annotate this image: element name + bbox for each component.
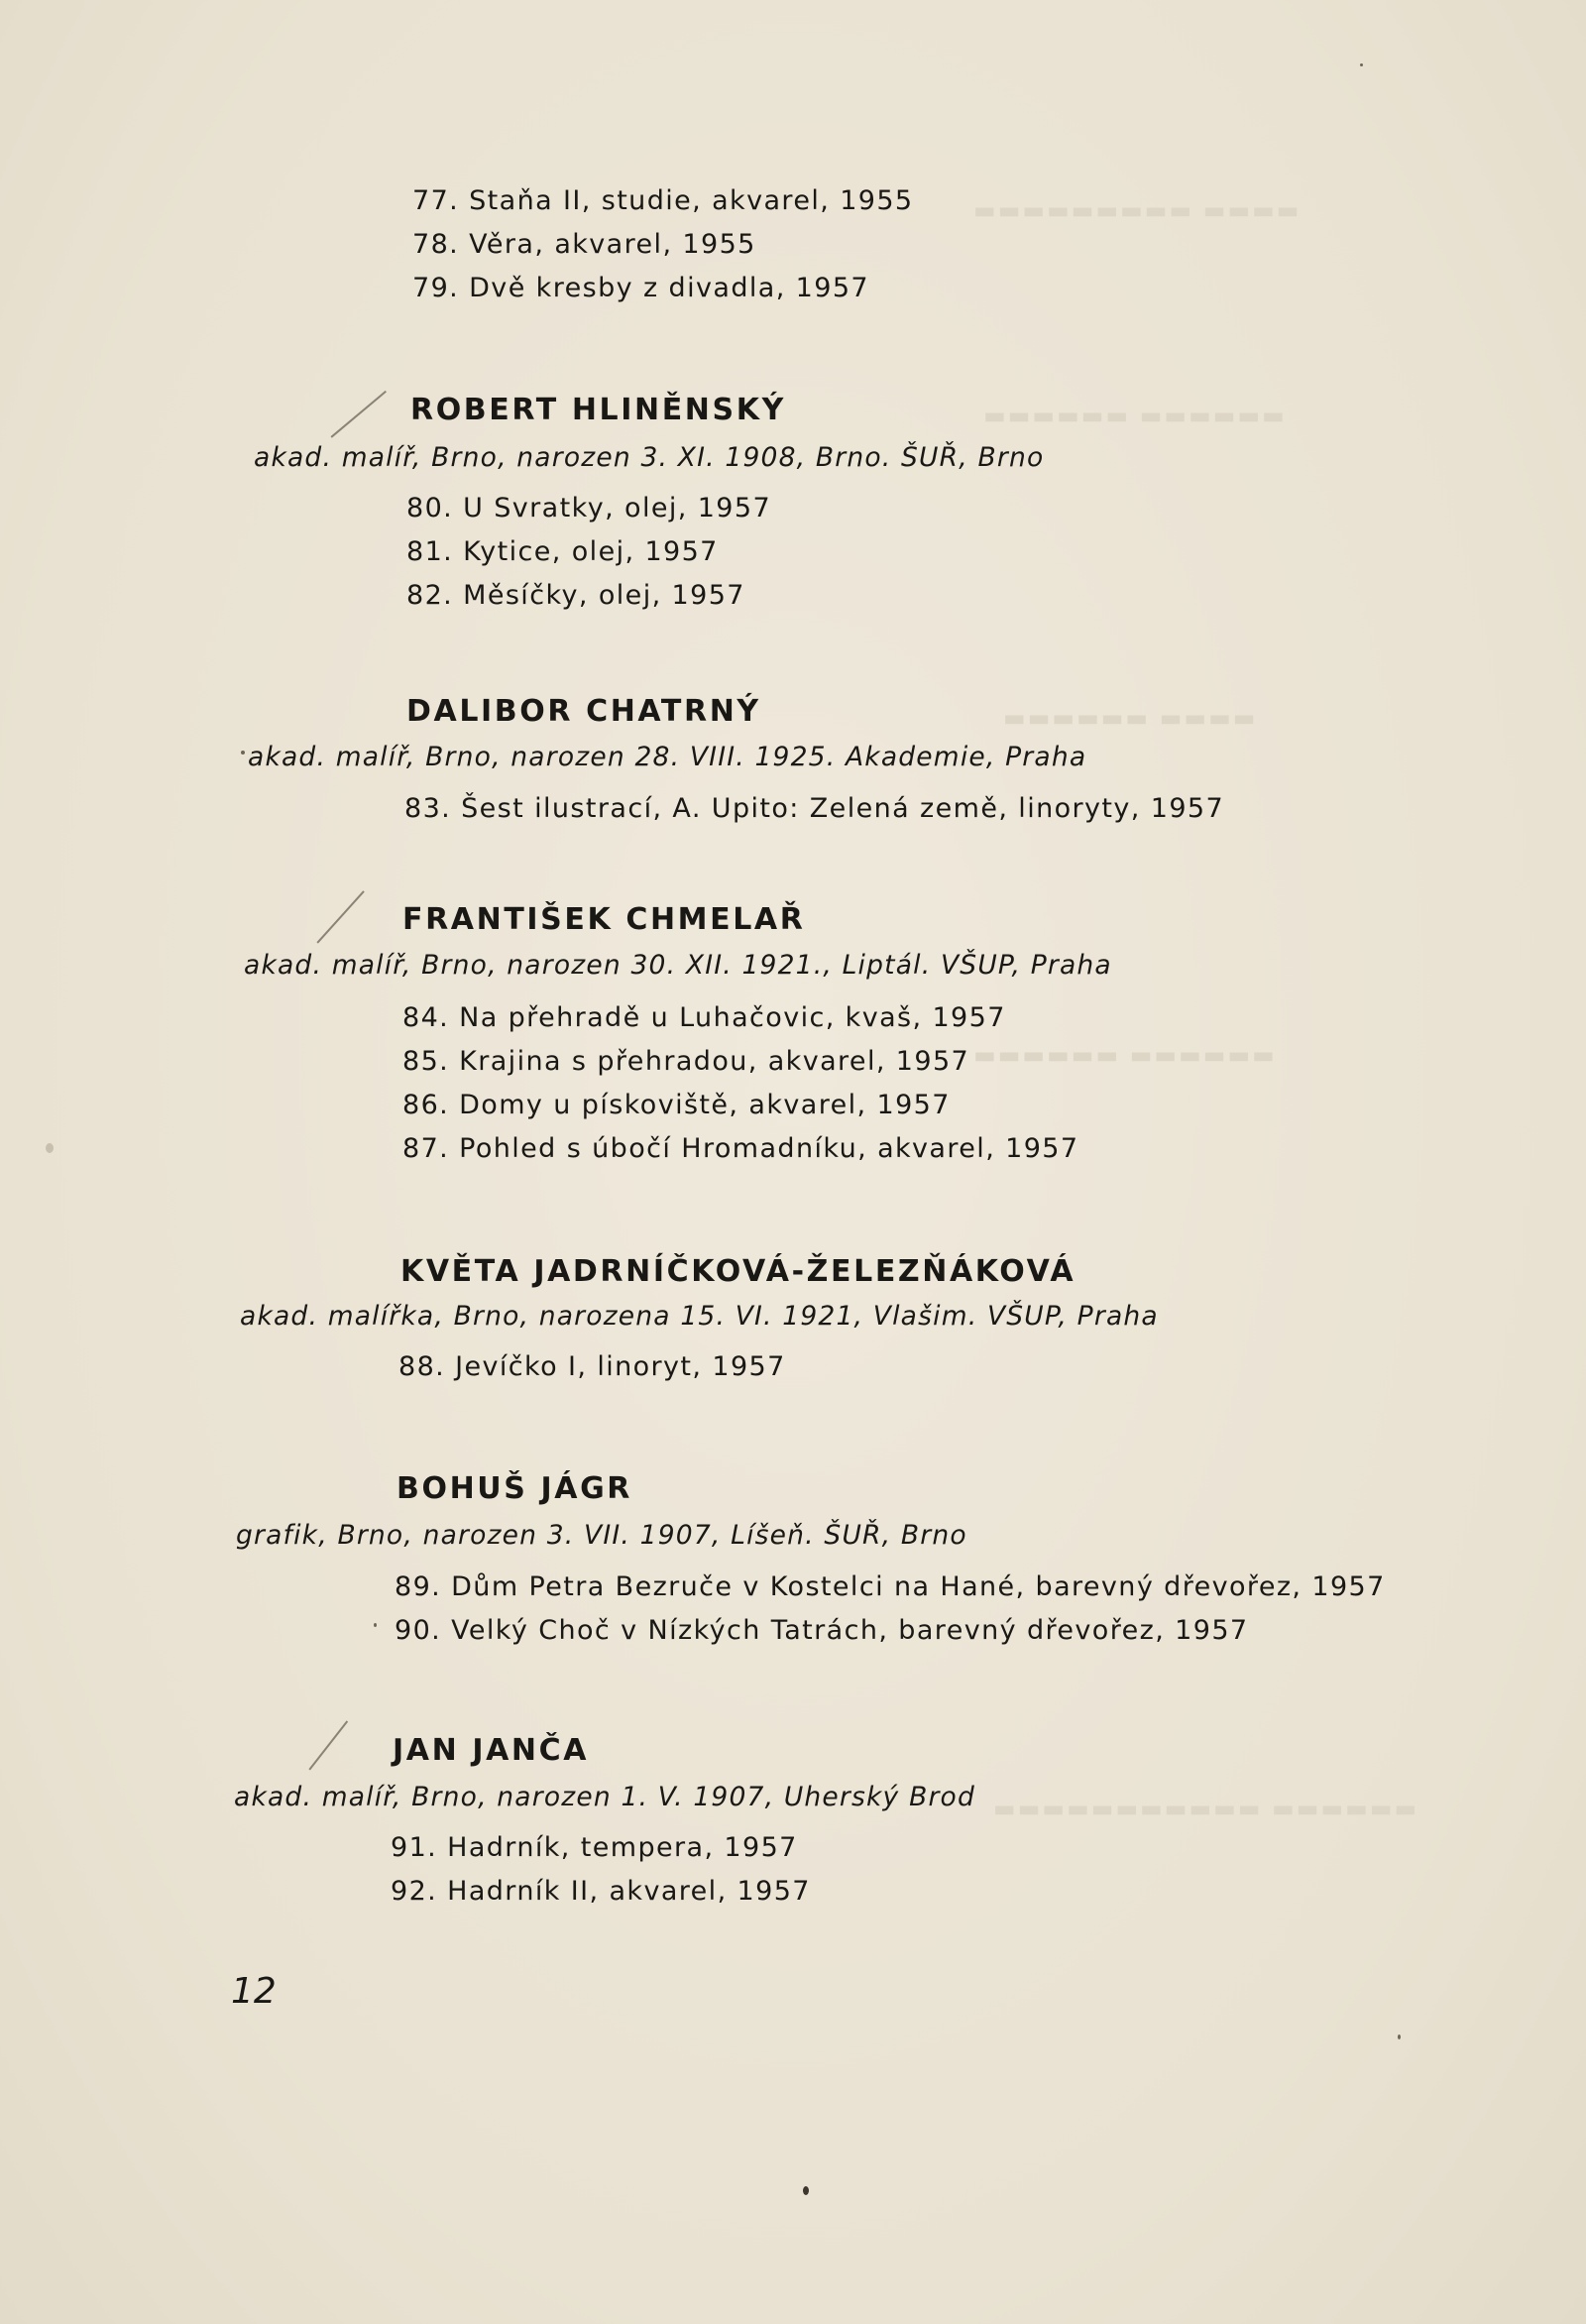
show-through-bleed: ▬▬▬▬▬▬ ▬▬▬▬▬▬▬▬▬▬▬ <box>991 1795 1417 1822</box>
artist-info: akad. malířka, Brno, narozena 15. VI. 1921, Vlašim. VŠUP, Praha <box>240 1301 1159 1332</box>
speck <box>803 2186 809 2195</box>
artist-name: KVĚTA JADRNÍČKOVÁ-ŽELEZŇÁKOVÁ <box>400 1254 1076 1289</box>
list-item: 90. Velký Choč v Nízkých Tatrách, barevný dřevořez, 1957 <box>395 1615 1249 1646</box>
page-number: 12 <box>231 1971 277 2012</box>
list-item: 87. Pohled s úbočí Hromadníku, akvarel, 1957 <box>402 1133 1079 1164</box>
list-item: 91. Hadrník, tempera, 1957 <box>391 1832 798 1863</box>
list-item: 89. Dům Petra Bezruče v Kostelci na Hané, barevný dřevořez, 1957 <box>395 1571 1386 1602</box>
list-item: 81. Kytice, olej, 1957 <box>406 536 719 567</box>
list-item: 77. Staňa II, studie, akvarel, 1955 <box>412 185 914 216</box>
artist-name: ROBERT HLINĚNSKÝ <box>410 393 786 427</box>
list-item: 84. Na přehradě u Luhačovic, kvaš, 1957 <box>402 1002 1006 1033</box>
artist-info: akad. malíř, Brno, narozen 1. V. 1907, Uherský Brod <box>234 1782 975 1812</box>
list-item: 78. Věra, akvarel, 1955 <box>412 229 756 260</box>
list-item: 83. Šest ilustrací, A. Upito: Zelená země, linoryty, 1957 <box>404 793 1225 824</box>
list-item: 88. Jevíčko I, linoryt, 1957 <box>398 1351 786 1382</box>
artist-info: akad. malíř, Brno, narozen 3. XI. 1908, Brno. ŠUŘ, Brno <box>254 442 1045 473</box>
list-item: 85. Krajina s přehradou, akvarel, 1957 <box>402 1046 970 1077</box>
show-through-bleed: ▬▬▬▬ ▬▬▬▬▬▬▬▬▬ <box>971 196 1300 224</box>
pencil-check-mark <box>316 890 364 943</box>
list-item: 86. Domy u pískoviště, akvarel, 1957 <box>402 1090 951 1120</box>
pencil-check-mark <box>331 391 387 437</box>
artist-name: FRANTIŠEK CHMELAŘ <box>402 902 806 937</box>
list-item: 92. Hadrník II, akvarel, 1957 <box>391 1876 811 1907</box>
artist-info: akad. malíř, Brno, narozen 30. XII. 1921., Liptál. VŠUP, Praha <box>244 950 1112 981</box>
artist-name: DALIBOR CHATRNÝ <box>406 694 761 729</box>
artist-name: BOHUŠ JÁGR <box>396 1471 632 1506</box>
show-through-bleed: ▬▬▬▬ ▬▬▬▬▬▬ <box>1001 704 1256 732</box>
artist-name: JAN JANČA <box>393 1733 590 1768</box>
artist-info: akad. malíř, Brno, narozen 28. VIII. 1925. Akademie, Praha <box>248 742 1087 772</box>
artist-info: grafik, Brno, narozen 3. VII. 1907, Líšeň. ŠUŘ, Brno <box>236 1520 967 1551</box>
speck <box>374 1623 377 1627</box>
list-item: 82. Měsíčky, olej, 1957 <box>406 580 745 611</box>
speck <box>241 751 245 755</box>
list-item: 79. Dvě kresby z divadla, 1957 <box>412 273 869 303</box>
show-through-bleed: ▬▬▬▬▬▬ ▬▬▬▬▬▬ <box>981 402 1285 429</box>
speck <box>1360 63 1363 66</box>
speck <box>1398 2034 1401 2039</box>
pencil-check-mark <box>308 1720 347 1770</box>
speck <box>46 1143 54 1153</box>
list-item: 80. U Svratky, olej, 1957 <box>406 493 772 523</box>
show-through-bleed: ▬▬▬▬▬▬ ▬▬▬▬▬▬ <box>971 1041 1275 1069</box>
